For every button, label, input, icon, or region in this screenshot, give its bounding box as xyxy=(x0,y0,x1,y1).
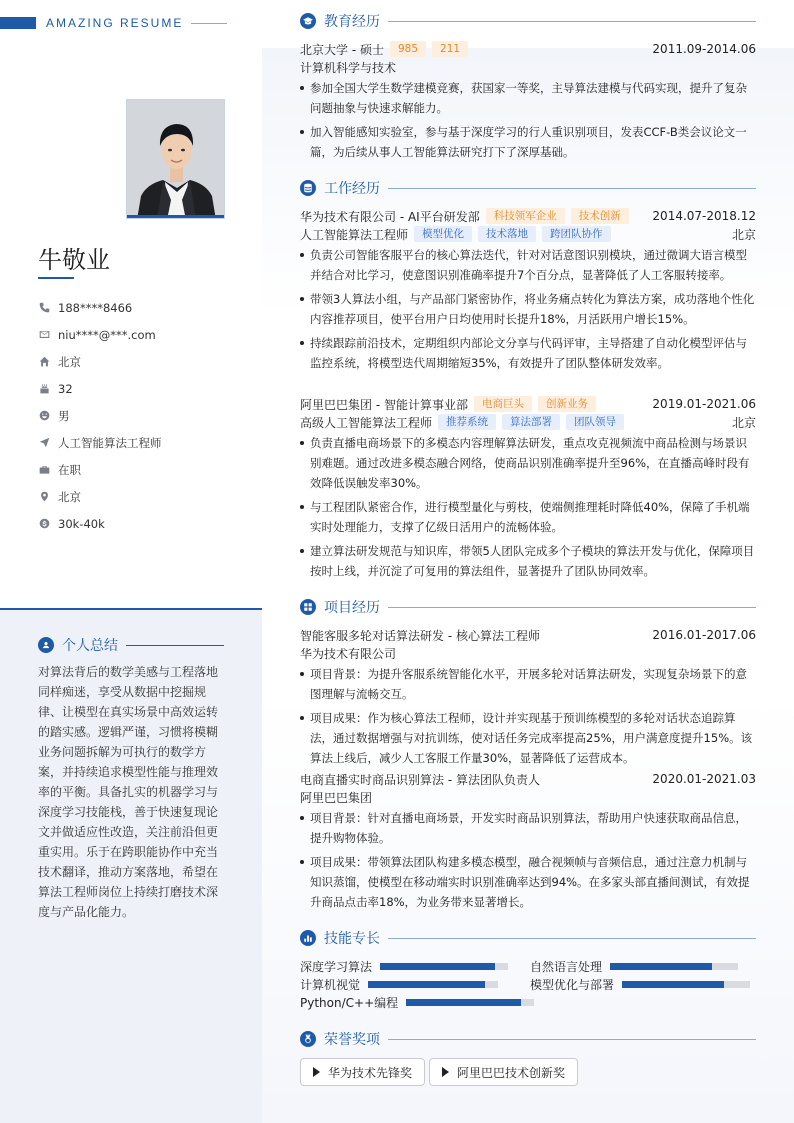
skill-level-fill xyxy=(380,963,495,970)
job-bullet: 带领3人算法小组，与产品部门紧密协作，将业务痛点转化为算法方案，成功落地个性化内容推荐项目，使平台用户日均使用时长提升18%，月活跃用户增长15%。 xyxy=(300,289,756,329)
award-name: 华为技术先锋奖 xyxy=(328,1065,413,1080)
job-bullet: 建立算法研发规范与知识库，带领5人团队完成多个子模块的算法开发与优化，保障项目按时上线，并沉淀了可复用的算法组件，显著提升了团队协同效率。 xyxy=(300,541,756,581)
projects-title-line xyxy=(388,607,756,608)
job-company: 华为技术有限公司 - AI平台研发部 xyxy=(300,209,480,224)
project-name: 电商直播实时商品识别算法 - 算法团队负责人 xyxy=(300,772,540,787)
skills-heading xyxy=(300,928,756,948)
medal-icon xyxy=(300,1031,316,1047)
project-header-row xyxy=(300,626,756,644)
project-header-row xyxy=(300,770,756,788)
skill-level-bar xyxy=(610,963,738,970)
mail-icon xyxy=(38,329,50,341)
email-text: niu****@***.com xyxy=(58,327,156,342)
company-tag: 电商巨头 xyxy=(474,396,532,412)
play-triangle-icon xyxy=(313,1067,320,1077)
brand-text: AMAZING RESUME xyxy=(46,16,184,30)
summary-title: 个人总结 xyxy=(62,638,118,654)
education-tag: 985 xyxy=(390,41,426,57)
coin-icon xyxy=(38,518,50,530)
summary-heading xyxy=(38,635,224,655)
phone-icon xyxy=(38,302,50,314)
brand-line xyxy=(191,23,227,24)
phone-text: 188****8466 xyxy=(58,300,133,315)
send-icon xyxy=(38,437,50,449)
education-entry xyxy=(300,40,756,166)
summary-title-line xyxy=(126,645,224,646)
skill-item xyxy=(530,975,750,993)
job-city: 北京 xyxy=(731,415,756,430)
info-gender xyxy=(38,402,248,429)
database-icon xyxy=(300,180,316,196)
role-tag: 跨团队协作 xyxy=(542,226,611,242)
work-title-line xyxy=(388,188,756,189)
award-item xyxy=(429,1058,578,1086)
project-bullet: 项目背景：为提升客服系统智能化水平，开展多轮对话算法研发，实现复杂场景下的意图理解与流畅交互。 xyxy=(300,664,756,704)
education-tag: 211 xyxy=(432,41,468,57)
skill-level-bar xyxy=(622,981,750,988)
job-role-row xyxy=(300,225,756,243)
skill-level-fill xyxy=(622,981,724,988)
education-bullets xyxy=(300,78,756,162)
info-target-city xyxy=(38,483,248,510)
job-header-row xyxy=(300,207,756,225)
skill-name: 模型优化与部署 xyxy=(530,977,615,992)
awards-heading xyxy=(300,1029,756,1049)
project-entry xyxy=(300,626,756,772)
school-name: 北京大学 - 硕士 xyxy=(300,42,384,57)
awards-title-line xyxy=(388,1039,756,1040)
play-triangle-icon xyxy=(442,1067,449,1077)
education-header-row xyxy=(300,40,756,58)
portrait-illustration xyxy=(127,100,225,219)
location-pin-icon xyxy=(38,491,50,503)
photo-accent-line xyxy=(127,215,224,218)
brand-bar xyxy=(0,17,36,29)
briefcase-icon xyxy=(38,464,50,476)
job-period: 2014.07-2018.12 xyxy=(652,209,756,223)
brand-header xyxy=(0,16,227,30)
job-bullet: 负责直播电商场景下的多模态内容理解算法研发，重点攻克视频流中商品检测与场景识别难题。通过改进多模态融合网络，使商品识别准确率提升至96%，在直播高峰时段有效降低误触发率30%。 xyxy=(300,433,756,493)
summary-text: 对算法背后的数学美感与工程落地同样痴迷，享受从数据中挖掘规律、让模型在真实场景中高效运转的踏实感。逻辑严谨，习惯将模糊业务问题拆解为可执行的数学方案，并持续追求模型性能与推理效率的平衡。具备扎实的机器学习与深度学习技能栈，善于快速复现论文并做适应性改造，关注前沿但更重实用。乐于在跨职能协作中充当技术翻译，推动方案落地，希望在算法工程师岗位上持续打磨技术深度与产品化能力。 xyxy=(38,665,219,919)
bar-chart-icon xyxy=(300,930,316,946)
smile-icon xyxy=(38,410,50,422)
name-underline xyxy=(38,277,74,279)
graduation-cap-icon xyxy=(300,13,316,29)
info-phone xyxy=(38,294,248,321)
job-bullets xyxy=(300,433,756,581)
info-age xyxy=(38,375,248,402)
role-tag: 推荐系统 xyxy=(438,414,496,430)
education-heading xyxy=(300,11,756,31)
skill-item xyxy=(300,975,498,993)
skill-name: 自然语言处理 xyxy=(530,959,603,974)
age-text: 32 xyxy=(58,381,73,396)
company-tag: 创新业务 xyxy=(538,396,596,412)
education-major: 计算机科学与技术 xyxy=(300,60,397,75)
role-tag: 团队领导 xyxy=(566,414,624,430)
skill-level-fill xyxy=(610,963,712,970)
skill-level-bar xyxy=(380,963,508,970)
skill-item xyxy=(300,957,508,975)
job-bullet: 持续跟踪前沿技术，定期组织内部论文分享与代码评审，主导搭建了自动化模型评估与监控系统，将模型迭代周期缩短35%，有效提升了团队整体研发效率。 xyxy=(300,333,756,373)
work-title: 工作经历 xyxy=(324,181,380,197)
job-bullet: 负责公司智能客服平台的核心算法迭代，针对对话意图识别模块，通过微调大语言模型并结合对比学习，使意图识别准确率提升7个百分点，显著降低了人工客服转接率。 xyxy=(300,245,756,285)
salary-text: 30k-40k xyxy=(58,516,105,531)
education-bullet: 加入智能感知实验室，参与基于深度学习的行人重识别项目，发表CCF-B类会议论文一篇，为后续从事人工智能算法研究打下了深厚基础。 xyxy=(300,122,756,162)
job-role: 人工智能算法工程师 xyxy=(300,227,409,242)
skill-item xyxy=(530,957,738,975)
info-target-job xyxy=(38,429,248,456)
job-city: 北京 xyxy=(731,227,756,242)
job-entry xyxy=(300,207,756,377)
project-bullets xyxy=(300,808,756,912)
project-name: 智能客服多轮对话算法研发 - 核心算法工程师 xyxy=(300,628,540,643)
project-period: 2016.01-2017.06 xyxy=(652,628,756,642)
info-location xyxy=(38,348,248,375)
skills-title: 技能专长 xyxy=(324,931,380,947)
award-item xyxy=(300,1058,425,1086)
education-major-row xyxy=(300,58,756,76)
job-bullet: 与工程团队紧密合作，进行模型量化与剪枝，使端侧推理耗时降低40%，保障了手机端实时处理能力，支撑了亿级日活用户的流畅体验。 xyxy=(300,497,756,537)
gender-text: 男 xyxy=(58,408,70,423)
job-role-row xyxy=(300,413,756,431)
status-text: 在职 xyxy=(58,462,81,477)
project-org-row xyxy=(300,644,756,662)
project-entry xyxy=(300,770,756,916)
project-org: 阿里巴巴集团 xyxy=(300,790,373,805)
education-title: 教育经历 xyxy=(324,14,380,30)
profile-photo xyxy=(126,99,225,219)
role-tag: 算法部署 xyxy=(502,414,560,430)
job-role: 高级人工智能算法工程师 xyxy=(300,415,433,430)
projects-heading xyxy=(300,597,756,617)
skill-level-bar xyxy=(368,981,498,988)
grid-icon xyxy=(300,599,316,615)
job-period: 2019.01-2021.06 xyxy=(652,397,756,411)
location-text: 北京 xyxy=(58,354,81,369)
job-entry xyxy=(300,395,756,585)
awards-list xyxy=(300,1058,582,1086)
company-tag: 技术创新 xyxy=(571,208,629,224)
user-circle-icon xyxy=(38,637,54,653)
education-period: 2011.09-2014.06 xyxy=(652,42,756,56)
project-bullet: 项目成果：带领算法团队构建多模态模型，融合视频帧与音频信息，通过注意力机制与知识蒸馏，使模型在移动端实时识别准确率达到94%。在多家头部直播间测试，有效提升商品点击率18%，为业务带来显著增长。 xyxy=(300,852,756,912)
contact-info xyxy=(38,294,248,537)
target-job-text: 人工智能算法工程师 xyxy=(58,435,162,450)
candidate-name: 牛敬业 xyxy=(38,246,110,274)
job-bullets xyxy=(300,245,756,373)
skill-level-fill xyxy=(406,999,521,1006)
project-bullet: 项目成果：作为核心算法工程师，设计并实现基于预训练模型的多轮对话状态追踪算法，通过数据增强与对抗训练，使对话任务完成率提高25%，用户满意度提升15%。该算法上线后，减少人工客服工作量30%，显著降低了运营成本。 xyxy=(300,708,756,768)
education-bullet: 参加全国大学生数学建模竞赛，获国家一等奖，主导算法建模与代码实现，提升了复杂问题抽象与快速求解能力。 xyxy=(300,78,756,118)
project-org-row xyxy=(300,788,756,806)
job-company: 阿里巴巴集团 - 智能计算事业部 xyxy=(300,397,468,412)
skill-item xyxy=(300,993,534,1011)
skill-name: 深度学习算法 xyxy=(300,959,373,974)
projects-title: 项目经历 xyxy=(324,600,380,616)
education-title-line xyxy=(388,21,756,22)
skill-name: 计算机视觉 xyxy=(300,977,361,992)
project-bullets xyxy=(300,664,756,768)
target-city-text: 北京 xyxy=(58,489,81,504)
company-tag: 科技领军企业 xyxy=(486,208,565,224)
skill-name: Python/C++编程 xyxy=(300,995,399,1010)
skill-level-fill xyxy=(368,981,485,988)
skills-title-line xyxy=(388,938,756,939)
project-period: 2020.01-2021.03 xyxy=(652,772,756,786)
skill-level-bar xyxy=(406,999,534,1006)
awards-title: 荣誉奖项 xyxy=(324,1032,380,1048)
info-email xyxy=(38,321,248,348)
cake-icon xyxy=(38,383,50,395)
award-name: 阿里巴巴技术创新奖 xyxy=(457,1065,566,1080)
info-salary xyxy=(38,510,248,537)
job-header-row xyxy=(300,395,756,413)
work-heading xyxy=(300,178,756,198)
role-tag: 模型优化 xyxy=(414,226,472,242)
project-bullet: 项目背景：针对直播电商场景，开发实时商品识别算法，帮助用户快速获取商品信息，提升购物体验。 xyxy=(300,808,756,848)
home-icon xyxy=(38,356,50,368)
info-status xyxy=(38,456,248,483)
project-org: 华为技术有限公司 xyxy=(300,646,397,661)
role-tag: 技术落地 xyxy=(478,226,536,242)
